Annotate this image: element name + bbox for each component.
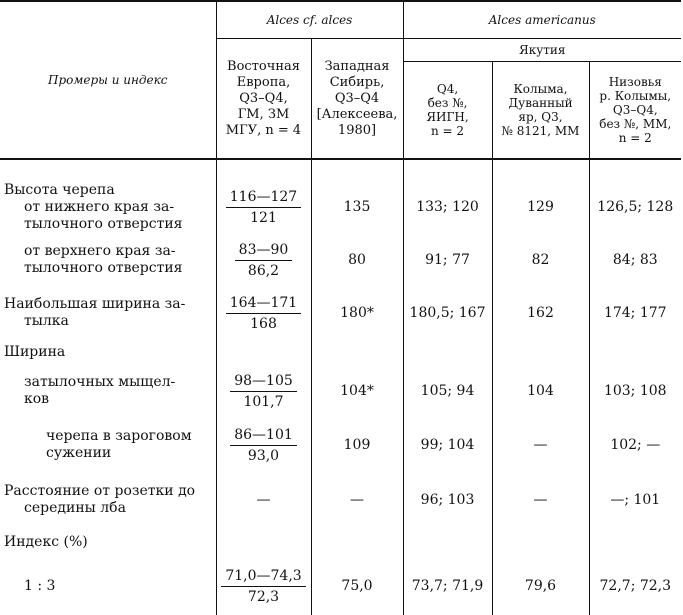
col-header-kolyma: Колыма, Дуванный яр, Q3, № 8121, ММ: [492, 62, 589, 160]
cell-kolyma: —: [492, 417, 589, 473]
cell-yakutia-q4: 105; 94: [403, 365, 492, 417]
row-label: затылочных мыщел- ков: [24, 374, 176, 407]
col-header-east-europe: Восточная Европа, Q3–Q4, ГМ, ЗМ МГУ, n = 4: [216, 39, 311, 160]
cell-kolyma: 82: [492, 233, 589, 287]
table-row: [0, 339, 681, 365]
cell-lower-kolyma: 126,5; 128: [589, 159, 681, 233]
table-row: [0, 233, 681, 287]
col-header-lower-kolyma: Низовья р. Колымы, Q3–Q4, без №, ММ, n = 2: [589, 62, 681, 160]
cell-east-europe: $\frac{98—105}{101,7}$: [216, 365, 311, 417]
cell-yakutia-q4: 180,5; 167: [403, 287, 492, 339]
table-row: [0, 473, 681, 527]
col-header-west-siberia: Западная Сибирь, Q3–Q4 [Алексеева, 1980]: [311, 39, 403, 160]
col-header-yakutia-q4: Q4, без №, ЯИГН, n = 2: [403, 62, 492, 160]
cell-west-siberia: 75,0: [311, 557, 403, 615]
row-label: Индекс (%): [4, 533, 88, 550]
cell-kolyma: 129: [492, 159, 589, 233]
table-body: [0, 159, 681, 615]
cell-lower-kolyma: 174; 177: [589, 287, 681, 339]
row-label: от верхнего края за- тылочного отверстия: [24, 243, 183, 276]
row-label: Ширина: [4, 343, 66, 360]
cell-lower-kolyma: 102; —: [589, 417, 681, 473]
cell-yakutia-q4: 73,7; 71,9: [403, 557, 492, 615]
cell-yakutia-q4: 91; 77: [403, 233, 492, 287]
table-header: [0, 1, 681, 159]
cell-east-europe: $\frac{86—101}{93,0}$: [216, 417, 311, 473]
row-label: черепа в зароговом сужении: [46, 428, 192, 461]
table-row: [0, 159, 681, 233]
cell-west-siberia: 109: [311, 417, 403, 473]
americanus-group-header: Alces americanus: [403, 1, 681, 39]
cell-west-siberia: —: [311, 473, 403, 527]
cell-lower-kolyma: —; 101: [589, 473, 681, 527]
table-row: [0, 417, 681, 473]
cell-east-europe: $\frac{83—90}{86,2}$: [216, 233, 311, 287]
row-label: Расстояние от розетки до середины лба: [4, 483, 196, 516]
cell-kolyma: —: [492, 473, 589, 527]
cell-east-europe: $\frac{71,0—74,3}{72,3}$: [216, 557, 311, 615]
cell-west-siberia: 180*: [311, 287, 403, 339]
cell-west-siberia: 104*: [311, 365, 403, 417]
cell-west-siberia: 135: [311, 159, 403, 233]
cell-kolyma: 79,6: [492, 557, 589, 615]
alces-group-header: Alces cf. alces: [216, 1, 403, 39]
row-label: Наибольшая ширина за- тылка: [4, 296, 186, 329]
cell-east-europe: $\frac{164—171}{168}$: [216, 287, 311, 339]
table-row: [0, 287, 681, 339]
measures-column-header: Промеры и индекс: [0, 1, 216, 159]
row-label: Высота черепа от нижнего края за- тылочного отверстия: [4, 182, 183, 232]
row-label: 1 : 3: [24, 577, 56, 594]
cell-east-europe: $\frac{116—127}{121}$: [216, 159, 311, 233]
table-row: [0, 557, 681, 615]
cell-lower-kolyma: 84; 83: [589, 233, 681, 287]
cell-yakutia-q4: 133; 120: [403, 159, 492, 233]
cell-kolyma: 162: [492, 287, 589, 339]
cell-yakutia-q4: 96; 103: [403, 473, 492, 527]
yakutia-subgroup-header: Якутия: [403, 39, 681, 62]
cell-west-siberia: 80: [311, 233, 403, 287]
cell-east-europe: —: [216, 473, 311, 527]
cell-lower-kolyma: 103; 108: [589, 365, 681, 417]
table-row: [0, 527, 681, 557]
table-row: [0, 365, 681, 417]
cell-kolyma: 104: [492, 365, 589, 417]
cell-lower-kolyma: 72,7; 72,3: [589, 557, 681, 615]
cell-yakutia-q4: 99; 104: [403, 417, 492, 473]
